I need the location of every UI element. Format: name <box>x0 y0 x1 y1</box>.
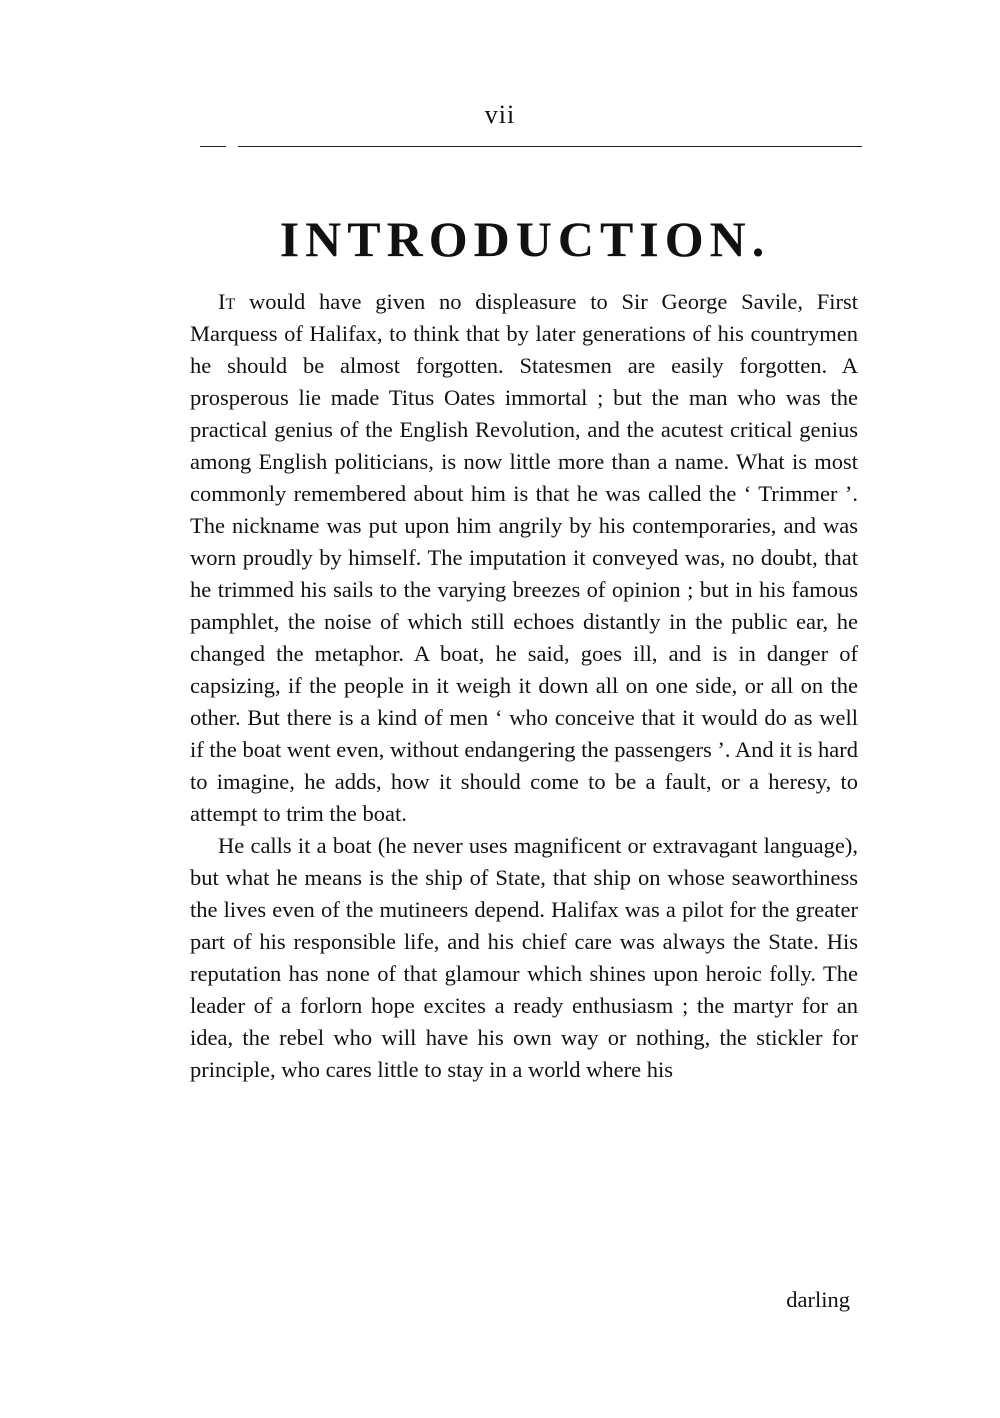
paragraph-1-text: would have given no displeasure to Sir George Savile, First Marquess of Halifax, to think that by later generations of his countrymen he should be almost forgotten. Statesmen are easily forgotten. A prosperous lie made Titus Oates immortal ; but the man who was the practical genius of the English Revolution, and the acutest critical genius among English politicians, is now little more than a name. What is most commonly remembered about him is that he was called the ‘ Trimmer ’. The nickname was put upon him angrily by his contemporaries, and was worn proudly by himself. The imputation it conveyed was, no doubt, that he trimmed his sails to the varying breezes of opinion ; but in his famous pamphlet, the noise of which still echoes distantly in the public ear, he changed the metaphor. A boat, he said, goes ill, and is in danger of capsizing, if the people in it weigh it down all on one side, or all on the other. But there is a kind of men ‘ who conceive that it would do as well if the boat went even, without endangering the passengers ’. And it is hard to imagine, he adds, how it should come to be a fault, or a heresy, to attempt to trim the boat. <box>190 289 858 826</box>
paragraph-1 <box>190 286 858 830</box>
catchword: darling <box>786 1287 850 1312</box>
paragraph-2-text: He calls it a boat (he never uses magnificent or extravagant language), but what he means is the ship of State, that ship on whose seaworthiness the lives even of the mutineers depend. Halifax was a pilot for the greater part of his responsible life, and his chief care was always the State. His reputation has none of that glamour which shines upon heroic folly. The leader of a forlorn hope excites a ready enthusiasm ; the martyr for an idea, the rebel who will have his own way or nothing, the stickler for principle, who cares little to stay in a world where his <box>190 833 858 1082</box>
chapter-title: INTRODUCTION. <box>279 211 771 267</box>
body-text <box>190 286 858 1086</box>
header-rule-gap <box>226 144 238 149</box>
page-number: vii <box>484 100 516 129</box>
paragraph-1-lead: It <box>218 289 236 314</box>
header-rule <box>200 146 862 147</box>
paragraph-2 <box>190 830 858 1086</box>
